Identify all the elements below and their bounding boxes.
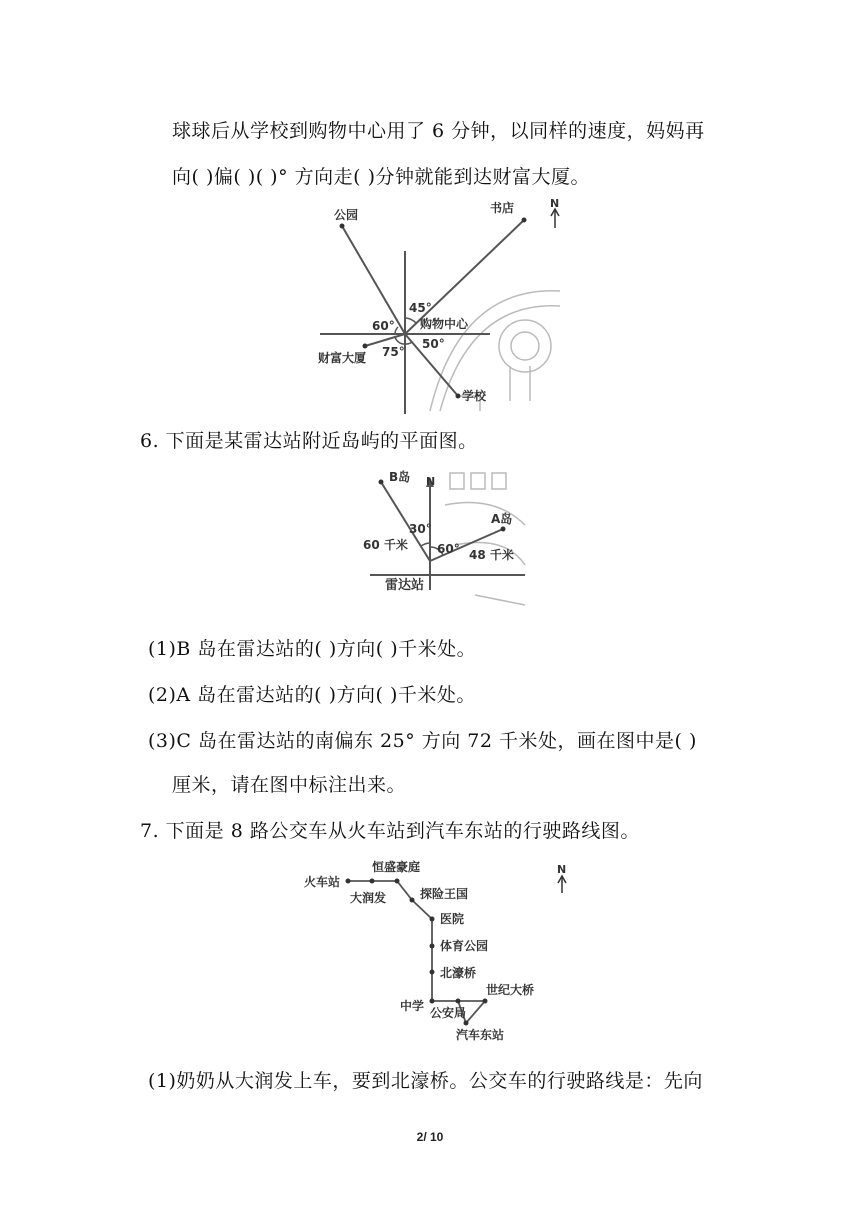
label-75: 75° xyxy=(382,345,405,359)
label-wealth-building: 财富大厦 xyxy=(318,351,367,365)
question-6-title: 6. 下面是某雷达站附近岛屿的平面图。 xyxy=(140,430,478,452)
label-45: 45° xyxy=(409,301,432,315)
question-7-1: (1)奶奶从大润发上车，要到北濠桥。公交车的行驶路线是：先向 xyxy=(148,1070,703,1092)
label-hengsheng: 恒盛豪庭 xyxy=(372,860,421,874)
label-shopping-center: 购物中心 xyxy=(420,317,469,331)
label-east-station: 汽车东站 xyxy=(456,1028,505,1042)
question-6-3: (3)C 岛在雷达站的南偏东 25° 方向 72 千米处，画在图中是( ) xyxy=(148,730,697,752)
label-darunfa: 大润发 xyxy=(350,891,387,905)
label-sports-park: 体育公园 xyxy=(440,939,489,953)
label-bookstore: 书店 xyxy=(490,201,515,215)
label-park: 公园 xyxy=(334,208,359,222)
bus-route-map xyxy=(300,855,580,1045)
label-century-bridge: 世纪大桥 xyxy=(486,983,535,997)
label-police: 公安局 xyxy=(430,1006,467,1020)
label-north: N xyxy=(426,475,436,488)
label-tanxian: 探险王国 xyxy=(420,887,469,901)
label-30: 30° xyxy=(409,522,432,536)
question-7-title: 7. 下面是 8 路公交车从火车站到汽车东站的行驶路线图。 xyxy=(140,820,640,842)
label-train-station: 火车站 xyxy=(304,875,341,889)
label-school: 学校 xyxy=(462,389,487,403)
ray-park xyxy=(342,226,405,334)
background-decoration xyxy=(445,473,525,605)
label-middle-school: 中学 xyxy=(400,999,425,1013)
label-beihao: 北濠桥 xyxy=(440,966,477,980)
label-b-island: B岛 xyxy=(389,470,411,484)
label-hospital: 医院 xyxy=(440,912,465,926)
radar-station-map xyxy=(355,465,535,615)
page-number: 2/ 10 xyxy=(416,1130,444,1144)
label-60: 60° xyxy=(372,319,395,333)
label-north: N xyxy=(557,863,567,876)
label-60-distance: 60 千米 xyxy=(363,538,408,552)
shopping-center-map xyxy=(310,196,570,416)
question-6-3-continued: 厘米，请在图中标注出来。 xyxy=(172,774,407,796)
background-decoration xyxy=(430,291,560,411)
label-50: 50° xyxy=(422,337,445,351)
label-north: N xyxy=(550,197,560,210)
question-6-1: (1)B 岛在雷达站的( )方向( )千米处。 xyxy=(148,638,477,660)
label-radar-station: 雷达站 xyxy=(385,578,425,593)
question-6-2: (2)A 岛在雷达站的( )方向( )千米处。 xyxy=(148,684,476,706)
label-a-island: A岛 xyxy=(491,512,513,526)
text-line: 球球后从学校到购物中心用了 6 分钟，以同样的速度，妈妈再 xyxy=(172,120,705,142)
label-48-distance: 48 千米 xyxy=(469,548,514,562)
label-60-angle: 60° xyxy=(437,542,460,556)
text-line: 向( )偏( )( )° 方向走( )分钟就能到达财富大厦。 xyxy=(172,166,590,188)
